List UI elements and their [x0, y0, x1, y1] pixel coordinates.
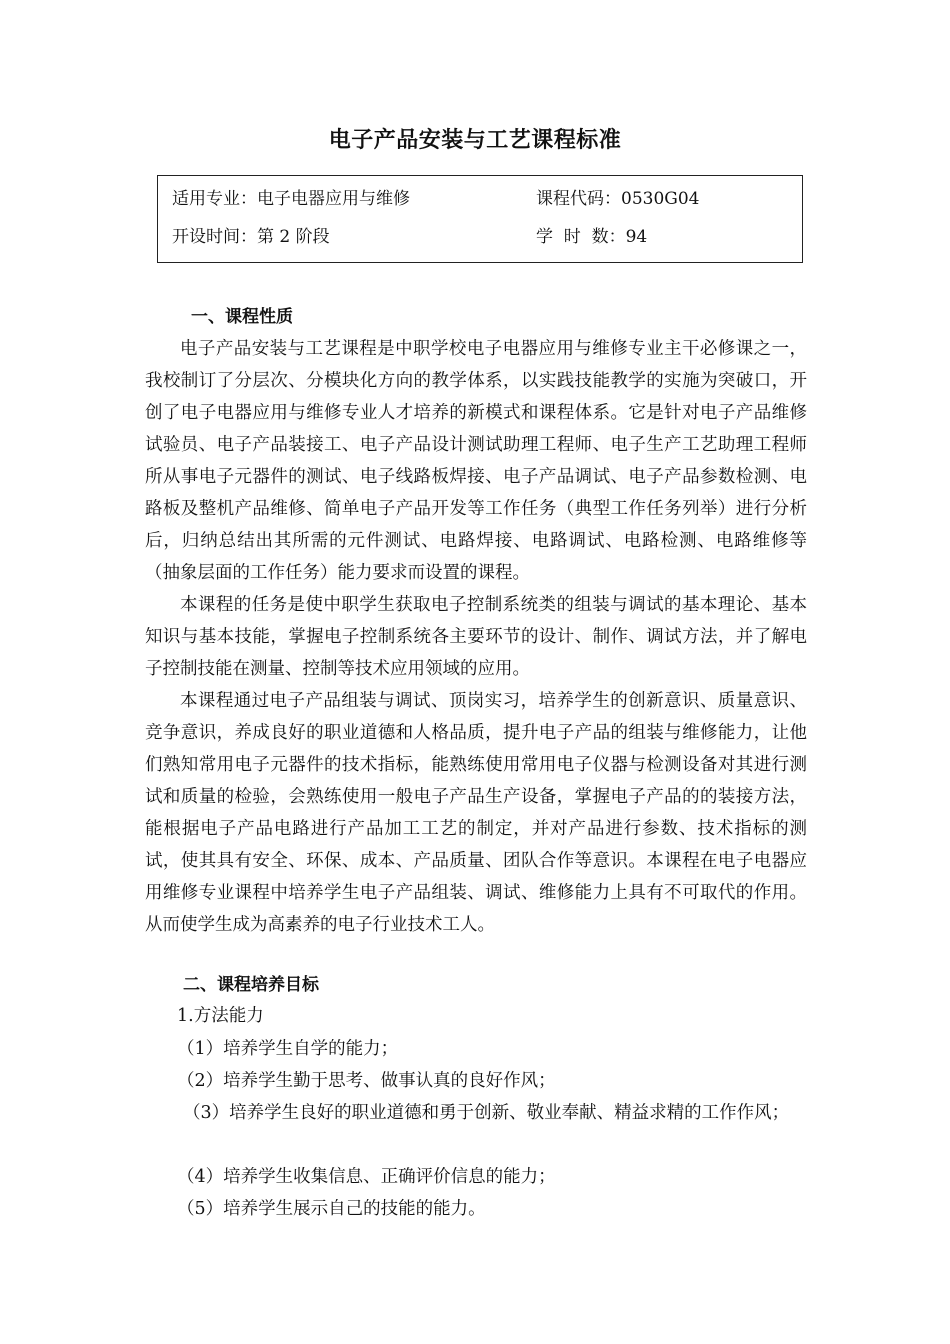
course-major: 适用专业：电子电器应用与维修: [172, 189, 410, 209]
course-info-box: [157, 175, 803, 263]
section-heading-goals: 二、课程培养目标: [183, 975, 319, 995]
goal-item-4: （4）培养学生收集信息、正确评价信息的能力；: [177, 1167, 556, 1187]
goal-item-1: （1）培养学生自学的能力；: [177, 1039, 399, 1059]
paragraph-nature-1: 电子产品安装与工艺课程是中职学校电子电器应用与维修专业主干必修课之一，我校制订了分层次、分模块化方向的教学体系，以实践技能教学的实施为突破口，开创了电子电器应用与维修专业人才培养的新模式和课程体系。它是针对电子产品维修试验员、电子产品装接工、电子产品设计测试助理工程师、电子生产工艺助理工程师所从事电子元器件的测试、电子线路板焊接、电子产品调试、电子产品参数检测、电路板及整机产品维修、简单电子产品开发等工作任务（典型工作任务列举）进行分析后，归纳总结出其所需的元件测试、电路焊接、电路调试、电路检测、电路维修等（抽象层面的工作任务）能力要求而设置的课程。: [145, 339, 807, 583]
goal-item-3: （3）培养学生良好的职业道德和勇于创新、敬业奉献、精益求精的工作作风；: [183, 1103, 790, 1123]
document-title: 电子产品安装与工艺课程标准: [328, 128, 622, 153]
course-code: 课程代码：0530G04: [536, 189, 700, 209]
goal-item-5: （5）培养学生展示自己的技能的能力。: [177, 1199, 486, 1219]
goal-item-2: （2）培养学生勤于思考、做事认真的良好作风；: [177, 1071, 556, 1091]
course-hours: 学 时 数：94: [536, 227, 648, 247]
course-period: 开设时间：第 2 阶段: [172, 227, 330, 247]
paragraph-nature-3: 本课程通过电子产品组装与调试、顶岗实习，培养学生的创新意识、质量意识、竞争意识，养成良好的职业道德和人格品质，提升电子产品的组装与维修能力，让他们熟知常用电子元器件的技术指标，能熟练使用常用电子仪器与检测设备对其进行测试和质量的检验，会熟练使用一般电子产品生产设备，掌握电子产品的的装接方法，能根据电子产品电路进行产品加工工艺的制定，并对产品进行参数、技术指标的测试，使其具有安全、环保、成本、产品质量、团队合作等意识。本课程在电子电器应用维修专业课程中培养学生电子产品组装、调试、维修能力上具有不可取代的作用。从而使学生成为高素养的电子行业技术工人。: [145, 691, 807, 935]
subheading-method-ability: 1.方法能力: [177, 1006, 264, 1026]
paragraph-nature-2: 本课程的任务是使中职学生获取电子控制系统类的组装与调试的基本理论、基本知识与基本技能，掌握电子控制系统各主要环节的设计、制作、调试方法，并了解电子控制技能在测量、控制等技术应用领域的应用。: [145, 595, 807, 679]
section-heading-nature: 一、课程性质: [191, 307, 293, 327]
